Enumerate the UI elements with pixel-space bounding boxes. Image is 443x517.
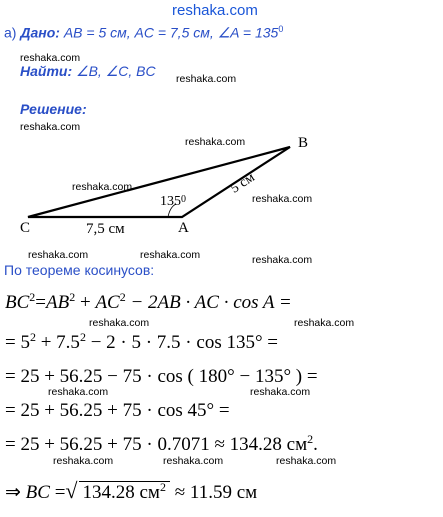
- angle-value: 135: [160, 194, 181, 209]
- eq-exp: 2: [69, 290, 76, 304]
- equation-line-4: = 25 + 56.25 + 75 · cos 45° =: [5, 400, 230, 421]
- eq-tail: − 2AB · AC · cos A =: [130, 292, 292, 313]
- eq-exp: 2: [29, 330, 36, 344]
- angle-degree: 0: [181, 194, 186, 205]
- watermark: reshaka.com: [20, 121, 81, 133]
- equation-line-1: [5, 292, 292, 314]
- watermark: reshaka.com: [276, 455, 337, 467]
- eq-ab: AB: [46, 292, 70, 313]
- radical-sign: √: [65, 478, 78, 503]
- eq-bc: BC: [5, 292, 30, 313]
- watermark: reshaka.com: [294, 317, 355, 329]
- watermark: reshaka.com: [140, 249, 201, 261]
- eq-part: + 7.5: [40, 332, 80, 353]
- watermark: reshaka.com: [28, 249, 89, 261]
- find-text: ∠B, ∠C, BC: [76, 63, 156, 79]
- watermark-top: reshaka.com: [172, 2, 258, 19]
- side-ab-label: 5 см: [228, 170, 258, 197]
- watermark: reshaka.com: [48, 386, 109, 398]
- watermark: reshaka.com: [72, 181, 133, 193]
- watermark: reshaka.com: [163, 455, 224, 467]
- watermark: reshaka.com: [20, 52, 81, 64]
- equation-line-3: = 25 + 56.25 − 75 · cos ( 180° − 135° ) =: [5, 366, 318, 387]
- eq-plus: +: [79, 292, 91, 313]
- eq-exp: 2: [307, 432, 314, 446]
- eq-exp: 2: [29, 290, 36, 304]
- eq-exp: 2: [119, 290, 126, 304]
- eq-exp: 2: [159, 480, 166, 494]
- given-degree: 0: [278, 24, 284, 34]
- equation-line-2: [5, 332, 278, 354]
- eq-part: = 25 + 56.25 + 75 · 0.7071 ≈ 134.28 см: [5, 434, 308, 455]
- equation-line-5: [5, 434, 318, 456]
- watermark: reshaka.com: [185, 136, 246, 148]
- eq-part: .: [313, 434, 318, 455]
- vertex-a-label: A: [178, 220, 189, 236]
- implies-arrow: ⇒: [5, 482, 21, 503]
- eq-part: 134.28 см: [82, 482, 160, 503]
- eq-ac: AC: [95, 292, 120, 313]
- vertex-c-label: C: [20, 220, 31, 236]
- side-ca-label: 7,5 см: [86, 221, 125, 237]
- watermark: reshaka.com: [250, 386, 311, 398]
- equation-line-6: [5, 478, 257, 504]
- solution-label: Решение:: [20, 101, 87, 117]
- given-text: AB = 5 см, AC = 7,5 см, ∠A = 135: [63, 24, 279, 41]
- watermark: reshaka.com: [53, 455, 114, 467]
- find-label: Найти:: [20, 63, 73, 79]
- watermark: reshaka.com: [89, 317, 150, 329]
- watermark: reshaka.com: [252, 193, 313, 205]
- given-prefix: а): [4, 24, 17, 41]
- eq-result: ≈ 11.59 см: [174, 482, 258, 503]
- eq-exp: 2: [79, 330, 86, 344]
- radicand: [79, 481, 170, 504]
- watermark: reshaka.com: [176, 73, 237, 85]
- eq-equals: =: [54, 482, 66, 503]
- angle-label: [160, 194, 186, 210]
- theorem-line: По теореме косинусов:: [4, 262, 155, 278]
- eq-part: − 2 · 5 · 7.5 · cos 135° =: [90, 332, 279, 353]
- eq-equals: =: [35, 292, 46, 313]
- eq-bc: BC: [25, 482, 50, 503]
- watermark: reshaka.com: [252, 254, 313, 266]
- eq-part: = 5: [5, 332, 30, 353]
- vertex-b-label: B: [298, 135, 309, 151]
- given-label: Дано:: [20, 24, 60, 41]
